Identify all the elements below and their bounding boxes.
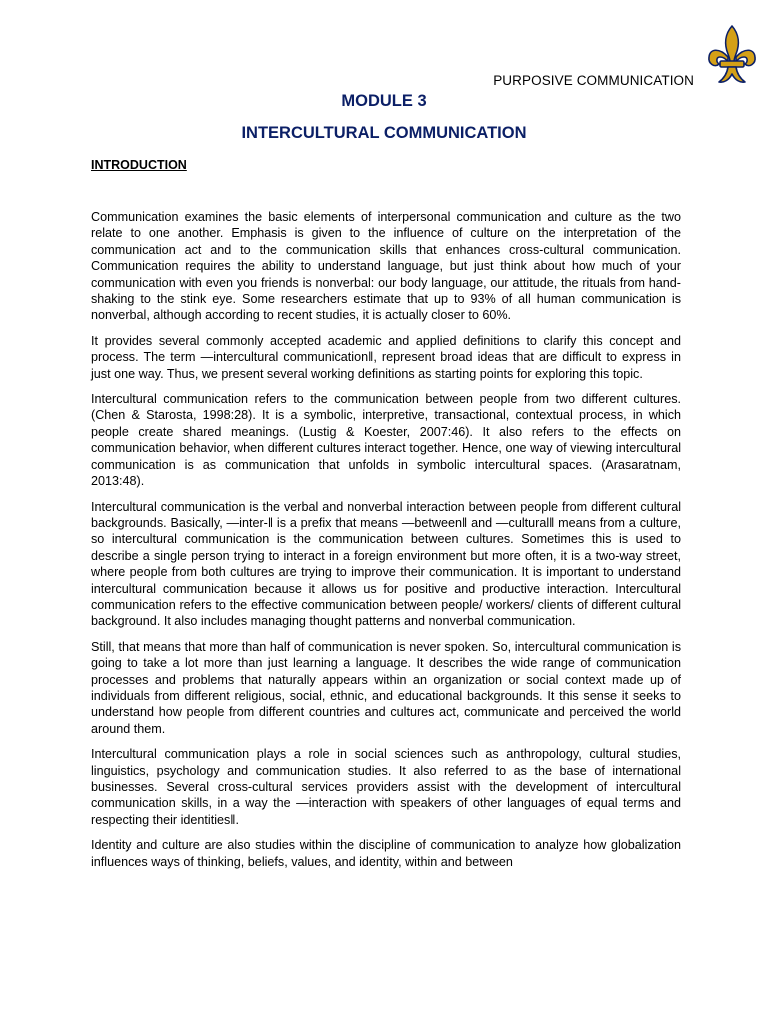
section-heading: INTRODUCTION: [91, 158, 187, 172]
paragraph: Identity and culture are also studies within the discipline of communication to analyze how globalization influences ways of thinking, beliefs, values, and identity, within and between: [91, 838, 681, 869]
paragraph: Intercultural communication is the verbal and nonverbal interaction between people from different cultural backgrounds. Basically, ―inter-‖ is a prefix that means ―between‖ and ―cultural‖ means from a culture, so intercultural communication is the communication between cultures. Sometimes this is used to describe a single person trying to interact in a foreign environment but more often, it is a two-way street, where people from both cultures are trying to improve their communication. It is important to understand intercultural communication because it allows us for positive and productive interaction. Intercultural communication refers to the effective communication between people/ workers/ clients of different cultural background. It also includes managing thought patterns and nonverbal communication.: [91, 499, 681, 629]
course-header: PURPOSIVE COMMUNICATION: [493, 73, 694, 88]
module-title: INTERCULTURAL COMMUNICATION: [241, 124, 527, 142]
paragraph: Still, that means that more than half of communication is never spoken. So, intercultural communication is going to take a lot more than just learning a language. It describes the wide range of communication processes and problems that naturally appears within an organization or social context made up of individuals from different religious, social, ethnic, and educational backgrounds. It this sense it seeks to understand how people from different countries and cultures act, communicate and perceived the world around them.: [91, 639, 681, 736]
module-number: MODULE 3: [341, 92, 427, 110]
fleur-de-lis-icon: [706, 24, 758, 88]
document-body: [91, 209, 681, 879]
paragraph: Intercultural communication refers to the communication between people from two different cultures. (Chen & Starosta, 1998:28). It is a symbolic, interpretive, transactional, contextual process, in which people create shared meanings. (Lustig & Koester, 2007:46). It also refers to the effects on communication behavior, when different cultures interact together. Hence, one way of viewing intercultural communication is as communication that unfolds in symbolic intercultural spaces. (Arasaratnam, 2013:48).: [91, 392, 681, 489]
paragraph: It provides several commonly accepted academic and applied definitions to clarify this concept and process. The term ―intercultural communication‖, represent broad ideas that are difficult to express in just one way. Thus, we present several working definitions as starting points for exploring this topic.: [91, 333, 681, 381]
paragraph: Intercultural communication plays a role in social sciences such as anthropology, cultural studies, linguistics, psychology and communication studies. It also referred to as the base of international businesses. Several cross-cultural services providers assist with the development of intercultural communication skills, in a way the ―interaction with speakers of other languages of equal terms and respecting their identities‖.: [91, 747, 681, 827]
paragraph: Communication examines the basic elements of interpersonal communication and culture as the two relate to one another. Emphasis is given to the influence of culture on the interpretation of the communication act and to the communication skills that enhances cross-cultural communication. Communication requires the ability to understand language, but just think about how much of your communication with even you friends is nonverbal: our body language, our attitude, the rituals from hand-shaking to the stink eye. Some researchers estimate that up to 93% of all human communication is nonverbal, although according to recent studies, it is actually closer to 60%.: [91, 210, 681, 323]
